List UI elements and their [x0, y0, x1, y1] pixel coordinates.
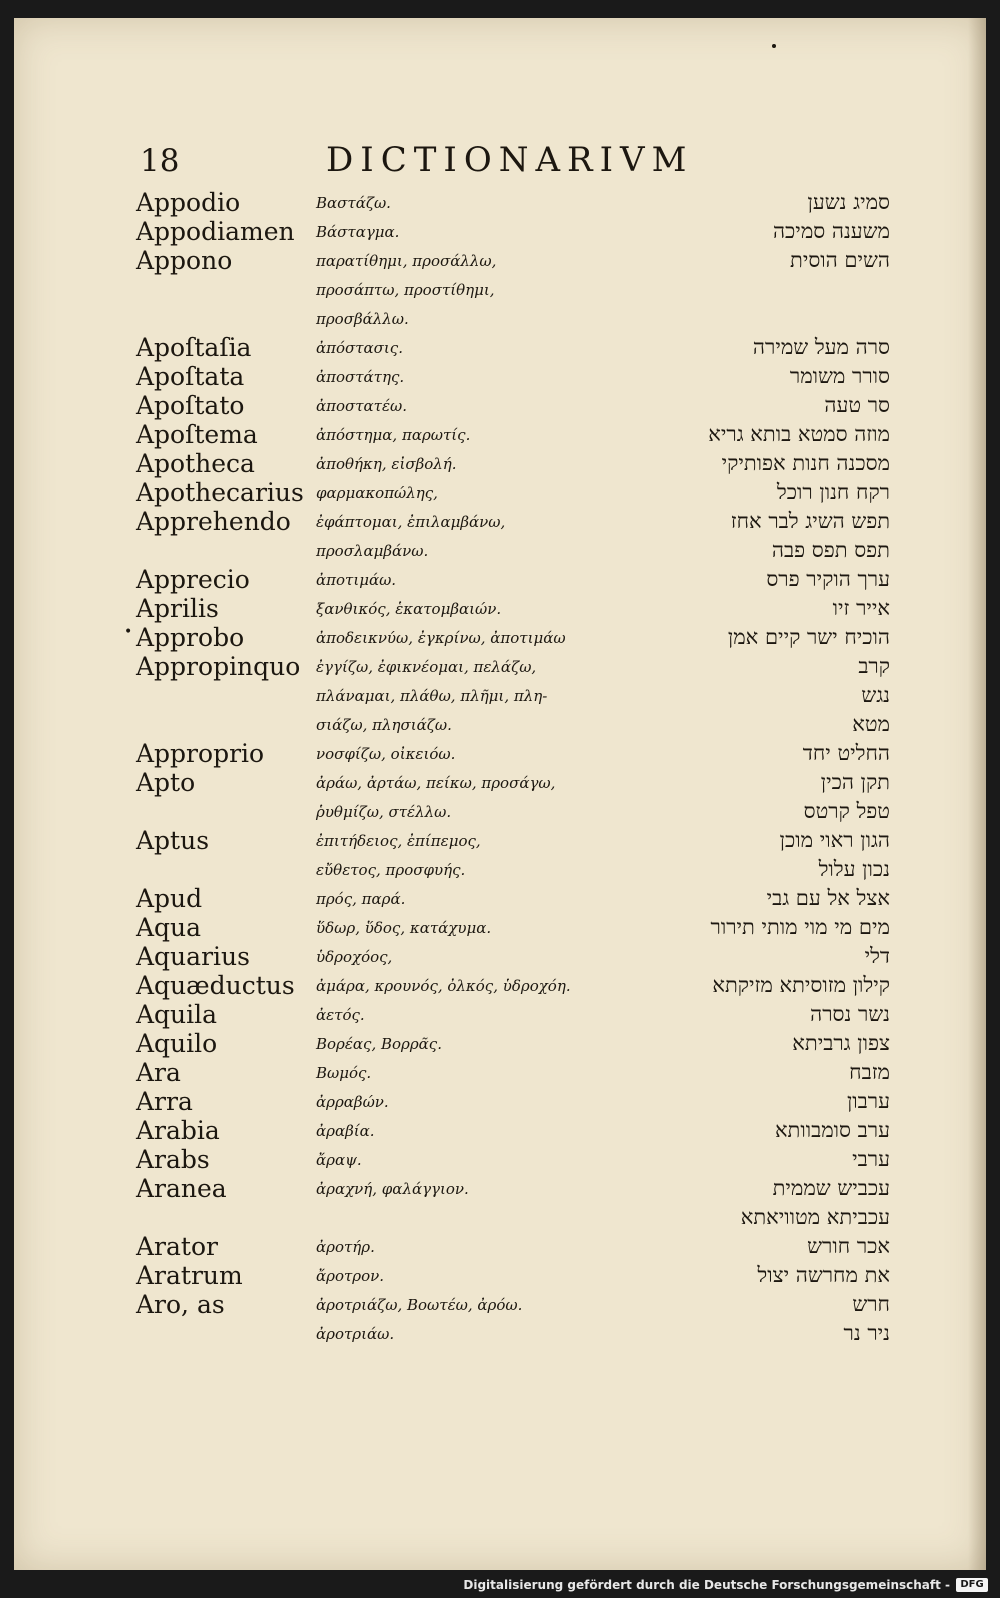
hebrew-term: מוזה סמטא בותא גריא	[708, 422, 890, 446]
greek-term: νοσφίζω, οἰκειόω.	[316, 745, 456, 763]
dictionary-row	[0, 275, 972, 305]
greek-term: ἀποδεικνύω, ἐγκρίνω, ἀποτιμάω	[316, 629, 566, 647]
dictionary-row	[0, 478, 972, 508]
hebrew-term: מזבח	[849, 1060, 890, 1084]
greek-term: ἐγγίζω, ἐφικνέομαι, πελάζω,	[316, 658, 537, 676]
dictionary-row	[0, 391, 972, 421]
hebrew-term: עכביש שממית	[772, 1176, 890, 1200]
hebrew-term: סמיג נשען	[807, 190, 890, 214]
greek-term: πρός, παρά.	[316, 890, 406, 908]
latin-term: Approprio	[136, 739, 265, 768]
dictionary-row	[0, 826, 972, 856]
dictionary-row	[0, 652, 972, 682]
greek-term: ἀροτήρ.	[316, 1238, 375, 1256]
hebrew-term: אצל אל עם גבי	[766, 886, 890, 910]
greek-term: Βάσταγμα.	[316, 223, 400, 241]
greek-term: σιάζω, πλησιάζω.	[316, 716, 452, 734]
dictionary-row	[0, 768, 972, 798]
latin-term: Arra	[136, 1087, 193, 1116]
dictionary-row	[0, 710, 972, 740]
latin-term: Ara	[136, 1058, 181, 1087]
hebrew-term: דלי	[864, 944, 890, 968]
hebrew-term: תקן הכין	[820, 770, 890, 794]
hebrew-term: רקח חנון רוכל	[776, 480, 890, 504]
latin-term: Apotheca	[136, 449, 255, 478]
latin-term: Apoſtata	[136, 362, 245, 391]
greek-term: ἄροτρον.	[316, 1267, 385, 1285]
hebrew-term: נשר נסרה	[810, 1002, 890, 1026]
greek-term: ῥυθμίζω, στέλλω.	[316, 803, 452, 821]
greek-term: ἀποστάτης.	[316, 368, 405, 386]
greek-term: παρατίθημι, προσάλλω,	[316, 252, 497, 270]
greek-term: ἀροτριάζω, Βοωτέω, ἀρόω.	[316, 1296, 523, 1314]
greek-term: ἀραχνή, φαλάγγιον.	[316, 1180, 469, 1198]
latin-term: Apoſtaſia	[136, 333, 252, 362]
greek-term: προσλαμβάνω.	[316, 542, 429, 560]
hebrew-term: ניר נר	[843, 1321, 890, 1345]
greek-term: ὕδωρ, ὕδος, κατάχυμα.	[316, 919, 492, 937]
dictionary-row	[0, 594, 972, 624]
hebrew-term: עכביתא מטוויאתא	[740, 1205, 890, 1229]
greek-term: ἀετός.	[316, 1006, 365, 1024]
greek-term: ἀποτιμάω.	[316, 571, 397, 589]
hebrew-term: ערך הוקיר פרס	[766, 567, 890, 591]
dictionary-row	[0, 449, 972, 479]
greek-term: ἀραβία.	[316, 1122, 375, 1140]
greek-term: εὔθετος, προσφυής.	[316, 861, 466, 879]
dictionary-row	[0, 855, 972, 885]
hebrew-term: נכון עלול	[818, 857, 890, 881]
greek-term: προσάπτω, προστίθημι,	[316, 281, 495, 299]
latin-term: Aratrum	[136, 1261, 243, 1290]
latin-term: Aranea	[136, 1174, 227, 1203]
greek-term: ἀπόστασις.	[316, 339, 403, 357]
dictionary-row	[0, 362, 972, 392]
latin-term: Appodio	[136, 188, 241, 217]
dictionary-row	[0, 1029, 972, 1059]
hebrew-term: אכר חורש	[807, 1234, 890, 1258]
dictionary-row	[0, 304, 972, 334]
hebrew-term: ערבי	[852, 1147, 890, 1171]
greek-term: ἀροτριάω.	[316, 1325, 395, 1343]
greek-term: Βωμός.	[316, 1064, 372, 1082]
hebrew-term: הוכיח ישר קיים אמן	[727, 625, 890, 649]
dfg-logo: DFG	[956, 1578, 988, 1592]
latin-term: Aquarius	[136, 942, 250, 971]
hebrew-term: חרש	[852, 1292, 890, 1316]
latin-term: Aro, as	[136, 1290, 225, 1319]
greek-term: προσβάλλω.	[316, 310, 409, 328]
dictionary-row	[0, 1232, 972, 1262]
dictionary-row	[0, 942, 972, 972]
greek-term: ἀμάρα, κρουνός, ὀλκός, ὑδροχόη.	[316, 977, 571, 995]
dictionary-row	[0, 623, 972, 653]
dictionary-row	[0, 913, 972, 943]
hebrew-term: מטא	[852, 712, 890, 736]
dictionary-row	[0, 1145, 972, 1175]
latin-term: Appono	[136, 246, 233, 275]
latin-term: Aptus	[136, 826, 210, 855]
hebrew-term: סר טעה	[824, 393, 890, 417]
hebrew-term: אייר זיו	[832, 596, 890, 620]
latin-term: Arabs	[136, 1145, 210, 1174]
latin-term: Aquæductus	[136, 971, 295, 1000]
ink-dot	[772, 44, 776, 48]
latin-term: Aquilo	[136, 1029, 218, 1058]
latin-term: Apoſtato	[136, 391, 245, 420]
footer-bar	[0, 1570, 1000, 1598]
dictionary-row	[0, 217, 972, 247]
dictionary-row	[0, 681, 972, 711]
dictionary-row	[0, 1058, 972, 1088]
latin-term: Apto	[136, 768, 196, 797]
funding-notice: Digitalisierung gefördert durch die Deutsche Forschungsgemeinschaft -	[463, 1578, 950, 1592]
hebrew-term: סורר משומר	[789, 364, 890, 388]
dictionary-row	[0, 884, 972, 914]
latin-term: Arator	[136, 1232, 218, 1261]
greek-term: ἀπόστημα, παρωτίς.	[316, 426, 471, 444]
dictionary-row	[0, 1174, 972, 1204]
greek-term: Βαστάζω.	[316, 194, 391, 212]
page-title: DICTIONARIVM	[326, 140, 694, 180]
dictionary-row	[0, 1203, 972, 1233]
dictionary-row	[0, 1116, 972, 1146]
dictionary-row	[0, 565, 972, 595]
latin-term: Apud	[136, 884, 203, 913]
hebrew-term: החליט יחד	[802, 741, 890, 765]
latin-term: Appropinquo	[136, 652, 301, 681]
hebrew-term: טפל קרטס	[803, 799, 890, 823]
greek-term: ἀράω, ἀρτάω, πείκω, προσάγω,	[316, 774, 556, 792]
dictionary-row	[0, 1319, 972, 1349]
latin-term: Approbo	[136, 623, 245, 652]
hebrew-term: את מחרשה יצול	[757, 1263, 890, 1287]
latin-term: Apprecio	[136, 565, 250, 594]
dictionary-row	[0, 1290, 972, 1320]
greek-term: ἀρραβών.	[316, 1093, 389, 1111]
hebrew-term: הגון ראוי מוכן	[779, 828, 890, 852]
hebrew-term: משענה סמיכה	[772, 219, 890, 243]
greek-term: ἀποθήκη, εἰσβολή.	[316, 455, 457, 473]
latin-term: Aprilis	[136, 594, 219, 623]
hebrew-term: ערב סומבוותא	[774, 1118, 890, 1142]
margin-mark: •	[124, 624, 133, 640]
greek-term: ἀποστατέω.	[316, 397, 408, 415]
dictionary-row	[0, 507, 972, 537]
greek-term: φαρμακοπώλης,	[316, 484, 438, 502]
latin-term: Aquila	[136, 1000, 218, 1029]
greek-term: Βορέας, Βορρᾶς.	[316, 1035, 442, 1053]
greek-term: ξανθικός, ἑκατομβαιών.	[316, 600, 502, 618]
latin-term: Aqua	[136, 913, 202, 942]
hebrew-term: צפון גרביתא	[792, 1031, 890, 1055]
hebrew-term: קילון מזוסיתא מזיקתא	[712, 973, 890, 997]
hebrew-term: תפס תפס פבה	[771, 538, 890, 562]
dictionary-row	[0, 1261, 972, 1291]
dictionary-row	[0, 1000, 972, 1030]
latin-term: Apprehendo	[136, 507, 291, 536]
hebrew-term: סרה מעל שמירה	[752, 335, 890, 359]
latin-term: Apoſtema	[136, 420, 258, 449]
greek-term: ἄραψ.	[316, 1151, 362, 1169]
dictionary-row	[0, 797, 972, 827]
greek-term: πλάναμαι, πλάθω, πλῆμι, πλη-	[316, 687, 548, 705]
page-number: 18	[140, 143, 180, 179]
dictionary-row	[0, 739, 972, 769]
latin-term: Arabia	[136, 1116, 220, 1145]
greek-term: ὑδροχόος,	[316, 948, 393, 966]
hebrew-term: מים מי מוי מותי תירור	[710, 915, 890, 939]
latin-term: Appodiamen	[136, 217, 295, 246]
hebrew-term: מסכנה חנות אפותיקי	[721, 451, 890, 475]
greek-term: ἐφάπτομαι, ἐπιλαμβάνω,	[316, 513, 506, 531]
hebrew-term: תפש השיג לבר אחז	[730, 509, 890, 533]
hebrew-term: השים הוסית	[790, 248, 890, 272]
dictionary-row	[0, 246, 972, 276]
hebrew-term: נגש	[861, 683, 890, 707]
dictionary-row	[0, 536, 972, 566]
latin-term: Apothecarius	[136, 478, 304, 507]
hebrew-term: קרב	[858, 654, 890, 678]
dictionary-row	[0, 1087, 972, 1117]
dictionary-row	[0, 420, 972, 450]
dictionary-row	[0, 333, 972, 363]
greek-term: ἐπιτήδειος, ἐπίπεμος,	[316, 832, 481, 850]
dictionary-row	[0, 971, 972, 1001]
dictionary-row	[0, 188, 972, 218]
hebrew-term: ערבון	[846, 1089, 890, 1113]
